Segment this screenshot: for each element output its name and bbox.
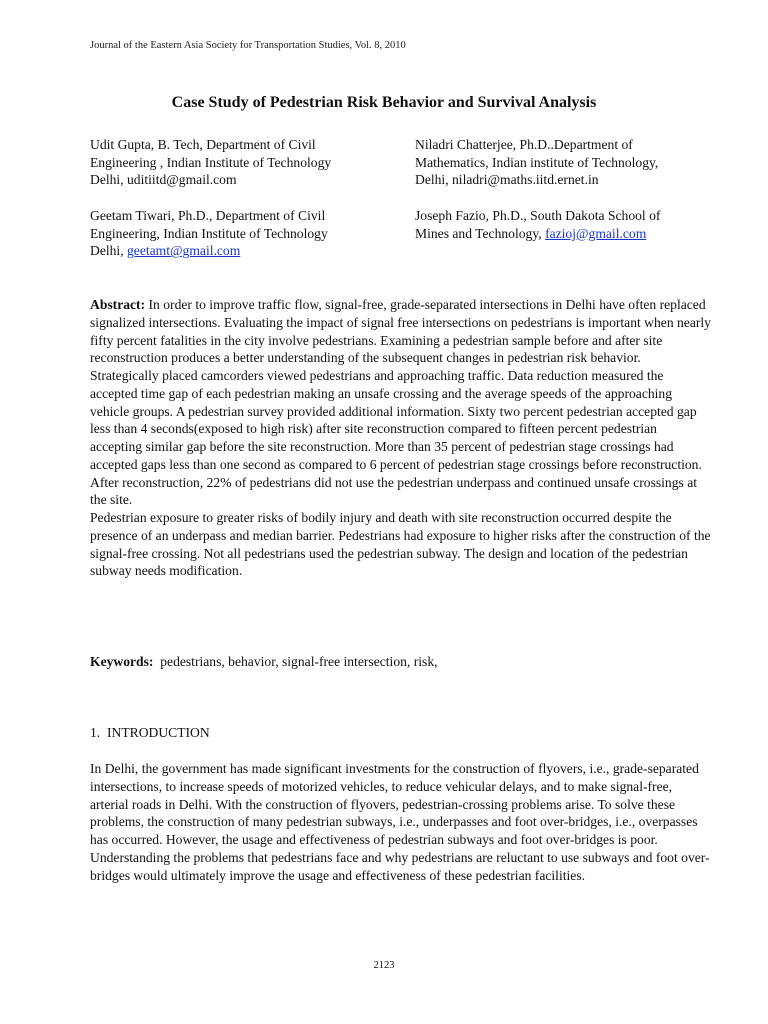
- email-link-tiwari[interactable]: geetamt@gmail.com: [127, 243, 241, 259]
- keywords-text: pedestrians, behavior, signal-free intersection, risk,: [153, 654, 438, 669]
- author-block-gupta: [90, 136, 390, 189]
- author-affiliation-prefix: Delhi,: [90, 243, 127, 259]
- author-line-email: [415, 225, 715, 243]
- abstract-text: In order to improve traffic flow, signal-free, grade-separated intersections in Delhi have often replaced signalized intersections. Evaluating the impact of signal free intersections on pedestrians is important when nearly fifty percent fatalities in the city involve pedestrians. Examining a pedestrian sample before and after site reconstruction produces a better understanding of the subsequent changes in pedestrian risk behavior.: [90, 297, 711, 366]
- author-line: Geetam Tiwari, Ph.D., Department of Civil: [90, 208, 326, 223]
- author-line: Joseph Fazio, Ph.D., South Dakota School of: [415, 208, 661, 223]
- email-link-fazio[interactable]: fazioj@gmail.com: [545, 225, 647, 241]
- author-line: Delhi, uditiitd@gmail.com: [90, 172, 237, 188]
- abstract: [90, 296, 712, 580]
- author-line-email: [90, 242, 390, 260]
- author-line: Udit Gupta, B. Tech, Department of Civil: [90, 137, 316, 152]
- author-line: Engineering, Indian Institute of Technology: [90, 225, 328, 241]
- abstract-paragraph-3: Pedestrian exposure to greater risks of bodily injury and death with site reconstruction occurred despite the presence of an underpass and median barrier. Pedestrians had exposure to higher risks after the construction of the signal-free crossing. Not all pedestrians used the pedestrian subway. The design and location of the pedestrian subway needs modification.: [90, 510, 711, 579]
- keywords-label: Keywords:: [90, 654, 154, 669]
- journal-header: Journal of the Eastern Asia Society for Transportation Studies, Vol. 8, 2010: [90, 40, 406, 51]
- introduction-paragraph: In Delhi, the government has made significant investments for the construction of flyovers, i.e., grade-separated intersections, to increase speeds of motorized vehicles, to reduce vehicular delays, and to make signal-free, arterial roads in Delhi. With the construction of flyovers, pedestrian-crossing problems arise. To solve these problems, the construction of many pedestrian subways, i.e., underpasses and foot over-bridges, i.e., overpasses has occurred. However, the usage and effectiveness of pedestrian subways and foot over-bridges is poor. Understanding the problems that pedestrians face and why pedestrians are reluctant to use subways and foot over-bridges would ultimately improve the usage and effectiveness of these pedestrian facilities.: [90, 761, 710, 883]
- author-line: Mathematics, Indian institute of Technology,: [415, 154, 659, 170]
- author-block-fazio: [415, 207, 715, 242]
- section-heading: 1. INTRODUCTION: [90, 725, 210, 740]
- paper-title: Case Study of Pedestrian Risk Behavior and Survival Analysis: [171, 94, 597, 111]
- abstract-label: Abstract:: [90, 297, 146, 312]
- author-line: Engineering , Indian Institute of Technology: [90, 154, 332, 170]
- page-number: 2123: [373, 960, 395, 971]
- abstract-paragraph-1: [90, 296, 712, 367]
- author-line: Delhi, niladri@maths.iitd.ernet.in: [415, 172, 599, 188]
- author-line: Niladri Chatterjee, Ph.D..Department of: [415, 137, 633, 152]
- keywords: [90, 653, 712, 671]
- author-block-tiwari: [90, 207, 390, 260]
- abstract-paragraph-2: Strategically placed camcorders viewed pedestrians and approaching traffic. Data reduction measured the accepted time gap of each pedestrian making an unsafe crossing and the average speeds of the approaching vehicle groups. A pedestrian survey provided additional information. Sixty two percent pedestrian accepted gap less than 4 seconds(exposed to high risk) after site reconstruction compared to fifteen percent pedestrian accepting similar gap before the site reconstruction. More than 35 percent of pedestrian stage crossings had accepted gaps less than one second as compared to 6 percent of pedestrian stage crossings before reconstruction. After reconstruction, 22% of pedestrians did not use the pedestrian underpass and continued unsafe crossings at the site.: [90, 368, 702, 508]
- author-block-chatterjee: [415, 136, 715, 189]
- author-affiliation-prefix: Mines and Technology,: [415, 225, 546, 241]
